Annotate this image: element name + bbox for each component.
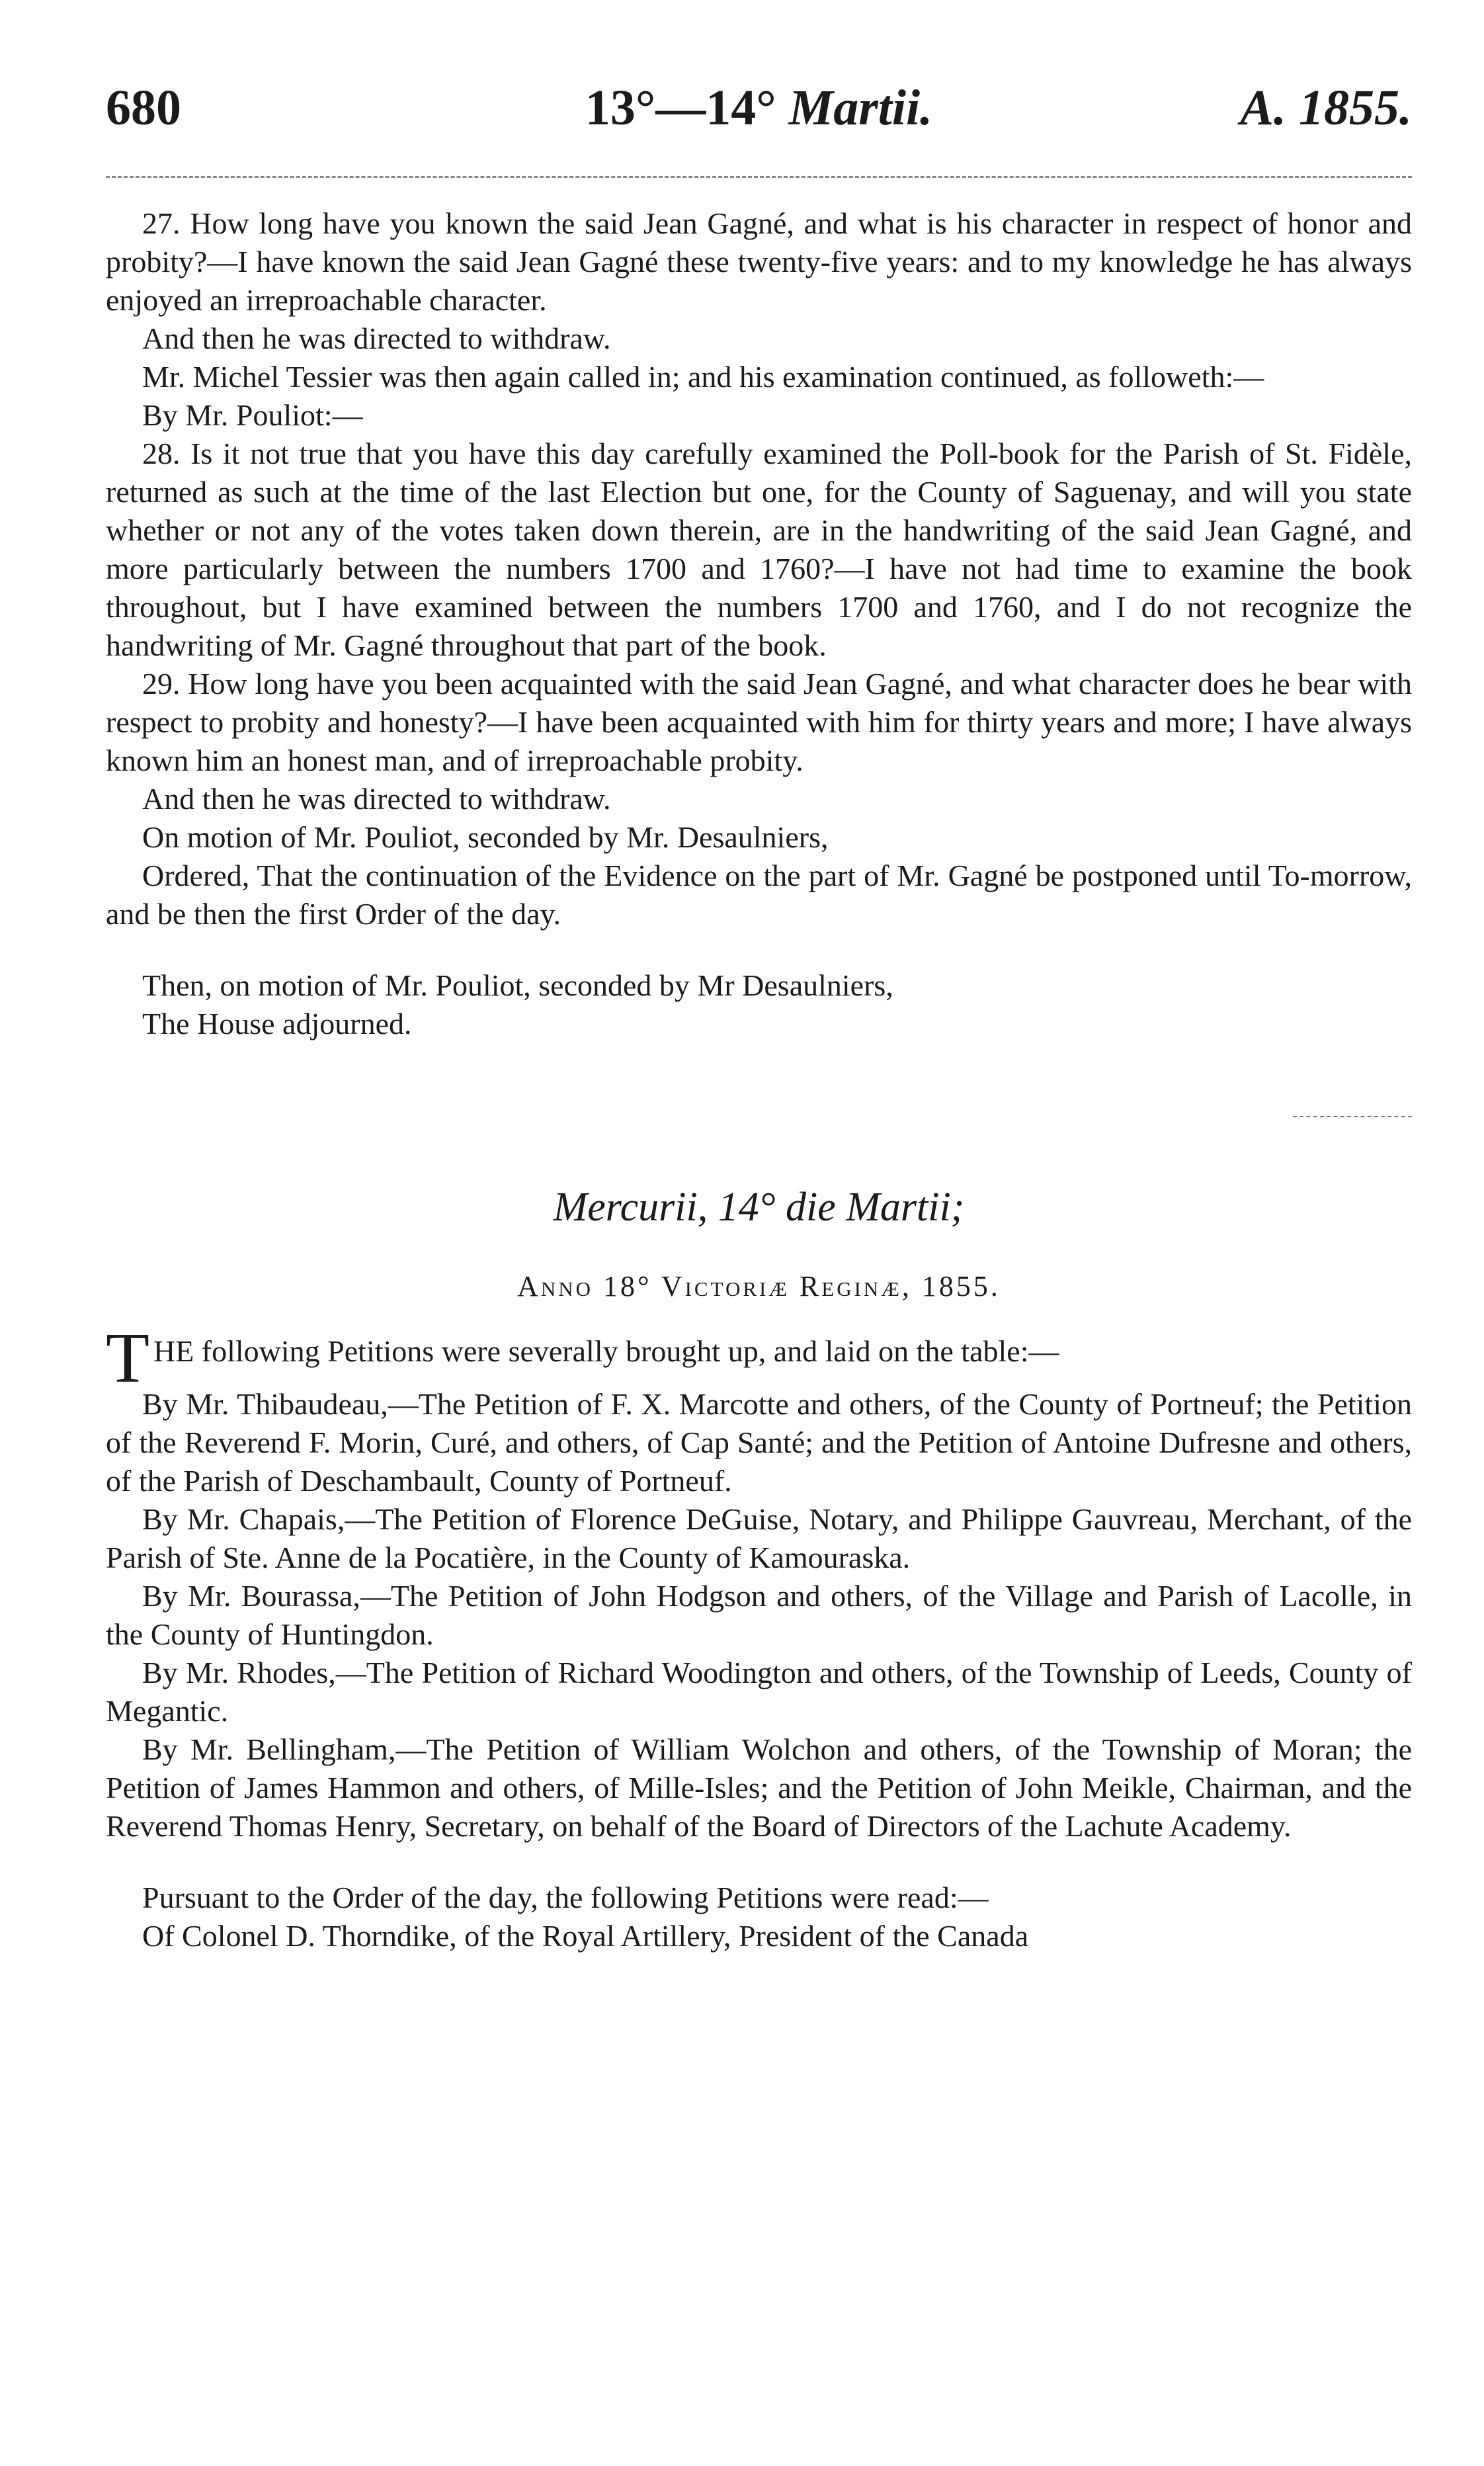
thorndike-petition: Of Colonel D. Thorndike, of the Royal Artillery, President of the Canada (142, 1919, 1029, 1953)
page-number: 680 (106, 80, 181, 136)
petition-thibaudeau: By Mr. Thibaudeau,—The Petition of F. X. Marcotte and others, of the County of Portneuf; the Petition of the Reverend F. Morin, Curé, and others, of Cap Santé; and the Petition of Antoine Dufresne and others, of the Parish of Deschambault, County of Portneuf. (106, 1387, 1412, 1498)
section-divider (106, 1116, 1412, 1123)
document-page (106, 79, 1412, 2434)
petition-chapais: By Mr. Chapais,—The Petition of Florence DeGuise, Notary, and Philippe Gauvreau, Merchant, of the Parish of Ste. Anne de la Pocatière, in the County of Kamouraska. (106, 1502, 1412, 1574)
section-title: Mercurii, 14° die Martii; (553, 1185, 965, 1230)
petition-bourassa: By Mr. Bourassa,—The Petition of John Hodgson and others, of the Village and Parish of Lacolle, in the County of Huntingdon. (106, 1579, 1412, 1651)
withdraw-note-1: And then he was directed to withdraw. (142, 321, 611, 355)
adjourn-statement: The House adjourned. (142, 1007, 412, 1041)
adjourn-motion: Then, on motion of Mr. Pouliot, seconded by Mr Desaulniers, (142, 968, 893, 1002)
header-year: A. 1855. (1240, 80, 1412, 136)
petitions-intro (106, 1319, 1412, 1398)
header-rule (106, 176, 1412, 178)
petitions-intro-text: HE following Petitions were severally brought up, and laid on the table:— (153, 1334, 1059, 1368)
drop-cap-letter: T (106, 1319, 149, 1398)
petition-bellingham: By Mr. Bellingham,—The Petition of William Wolchon and others, of the Township of Moran; the Petition of James Hammon and others, of Mille-Isles; and the Petition of John Meikle, Chairman, and the Reverend Thomas Henry, Secretary, on behalf of the Board of Directors of the Lachute Academy. (106, 1732, 1412, 1843)
tessier-recalled: Mr. Michel Tessier was then again called in; and his examination continued, as followeth:— (142, 360, 1264, 394)
petition-rhodes: By Mr. Rhodes,—The Petition of Richard Woodington and others, of the Township of Leeds, County of Megantic. (106, 1656, 1412, 1728)
adjourn-block (106, 966, 1412, 1043)
question-28: 28. Is it not true that you have this day carefully examined the Poll-book for the Parish of St. Fidèle, returned as such at the time of the last Election but one, for the County of Saguenay, and will you state whether or not any of the votes taken down therein, are in the handwriting of the said Jean Gagné, and more particularly between the numbers 1700 and 1760?—I have not had time to examine the book throughout, but I have examined between the numbers 1700 and 1760, and I do not recognize the handwriting of Mr. Gagné throughout that part of the book. (106, 437, 1412, 662)
petitions-block (106, 1319, 1412, 1846)
header-date-numerals: 13°—14° (585, 80, 776, 136)
final-block (106, 1879, 1412, 1955)
motion-line: On motion of Mr. Pouliot, seconded by Mr. Desaulniers, (142, 820, 829, 854)
question-27: 27. How long have you known the said Jean Gagné, and what is his character in respect of honor and probity?—I have known the said Jean Gagné these twenty-five years: and to my knowledge he has always enjoyed an irreproachable character. (106, 206, 1412, 317)
by-pouliot: By Mr. Pouliot:— (142, 398, 363, 432)
section-subtitle: Anno 18° Victoriæ Reginæ, 1855. (517, 1270, 1001, 1302)
withdraw-note-2: And then he was directed to withdraw. (142, 782, 611, 816)
ordered-line: Ordered, That the continuation of the Evidence on the part of Mr. Gagné be postponed until To-morrow, and be then the first Order of the day. (106, 859, 1412, 931)
question-29: 29. How long have you been acquainted with the said Jean Gagné, and what character does he bear with respect to probity and honesty?—I have been acquainted with him for thirty years and more; I have always known him an honest man, and of irreproachable probity. (106, 667, 1412, 777)
header-date-month: Martii. (788, 80, 933, 136)
running-head (106, 79, 1412, 152)
evidence-block (106, 204, 1412, 933)
petitions-read: Pursuant to the Order of the day, the following Petitions were read:— (142, 1881, 989, 1914)
header-date (106, 79, 1412, 137)
